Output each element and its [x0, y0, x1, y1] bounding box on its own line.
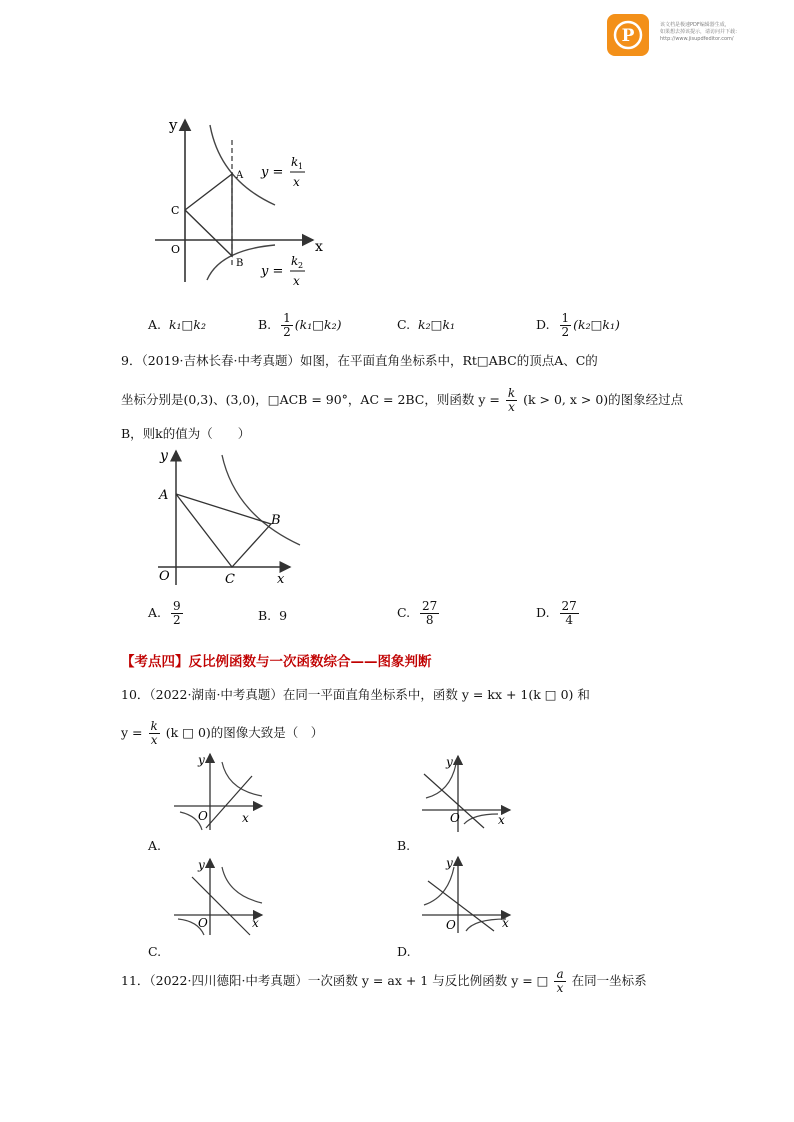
text-segment: 在同一坐标系: [571, 973, 647, 988]
logo-note-line: 该文档是极速PDF编辑器生成，: [660, 22, 730, 28]
q8-option-b[interactable]: [258, 312, 342, 339]
label-y: y: [198, 753, 205, 767]
label-y: y: [198, 858, 205, 872]
option-text: 9: [279, 608, 288, 623]
frac-num: 27: [422, 599, 438, 613]
q10-option-d[interactable]: D.: [397, 944, 411, 959]
q8-option-d[interactable]: [536, 312, 620, 339]
fraction: [506, 387, 517, 414]
triangle-acb: [176, 494, 271, 567]
formula-k2-lhs: y =: [261, 264, 284, 279]
q9-line2: [121, 387, 683, 414]
option-text: k₁□k₂: [168, 317, 206, 332]
frac-den: 2: [561, 325, 570, 339]
q10-graph-d[interactable]: [418, 853, 518, 935]
label-o: O: [159, 569, 170, 584]
option-label: C.: [397, 605, 411, 620]
hyperbola: [222, 455, 300, 545]
frac-den: x: [150, 733, 158, 747]
text-segment: 11．（2022·四川德阳·中考真题）一次函数 y = ax + 1 与反比例函数 y = □: [121, 973, 549, 988]
label-x: x: [502, 916, 509, 930]
label-c: C: [225, 572, 235, 587]
frac-den: 4: [565, 613, 573, 627]
frac-den: 8: [425, 613, 434, 627]
formula-k1-sub: 1: [298, 162, 304, 171]
formula-k2-num: k: [291, 254, 299, 268]
frac-num: 27: [561, 599, 577, 613]
option-label: B.: [258, 608, 272, 623]
text-segment: y =: [121, 725, 143, 740]
q10-graph-a[interactable]: [170, 750, 270, 832]
label-x: x: [242, 811, 249, 825]
q10-line1: 10．（2022·湖南·中考真题）在同一平面直角坐标系中，函数 y = kx + 1(k □ 0) 和: [121, 687, 590, 702]
q9-line3: B，则k的值为（ ）: [121, 426, 251, 441]
label-a: A: [159, 488, 169, 503]
q10-line2: [121, 720, 323, 747]
fraction: [149, 720, 160, 747]
label-x: x: [252, 916, 259, 930]
logo-note-line: http://www.jisupdfeditor.com/: [660, 36, 734, 42]
q10-option-c[interactable]: C.: [148, 944, 162, 959]
frac-den: x: [508, 400, 515, 414]
frac-num: k: [150, 719, 158, 733]
q9-option-a[interactable]: [148, 600, 185, 627]
label-y: y: [169, 116, 178, 134]
fraction: [281, 312, 293, 339]
q9-line1: 9．（2019·吉林长春·中考真题）如图，在平面直角坐标系中，Rt□ABC的顶点A、C的: [121, 353, 598, 368]
frac-num: 1: [561, 311, 570, 325]
q8-figure: [145, 110, 345, 300]
fraction: [420, 600, 439, 627]
q11-line1: [121, 968, 647, 995]
option-label: C.: [397, 317, 411, 332]
text-segment: (k > 0, x > 0)的图象经过点: [523, 392, 684, 407]
option-label: B.: [258, 317, 272, 332]
logo-note: [660, 22, 740, 43]
option-text: k₂□k₁: [418, 317, 456, 332]
formula-k2-den: x: [293, 274, 300, 288]
option-label: D.: [536, 317, 550, 332]
label-x: x: [315, 239, 323, 255]
logo-note-line: 如果想去掉该提示，请访问并下载：: [660, 29, 741, 35]
label-o: O: [171, 243, 181, 256]
label-c: C: [171, 204, 180, 217]
label-a: A: [236, 170, 244, 181]
fraction: [560, 600, 579, 627]
q9-option-d[interactable]: [536, 600, 581, 627]
q10-option-a[interactable]: A.: [148, 838, 162, 853]
fraction: [554, 968, 565, 995]
q10-option-b[interactable]: B.: [397, 838, 411, 853]
q8-option-c[interactable]: [397, 317, 455, 332]
fraction: [171, 600, 183, 627]
frac-den: 2: [283, 325, 291, 339]
formula-k1-den: x: [293, 175, 300, 189]
triangle-cab: [185, 174, 232, 256]
label-x: x: [277, 572, 285, 587]
label-o: O: [450, 811, 460, 825]
label-y: y: [446, 755, 453, 769]
q10-graph-c[interactable]: [170, 855, 270, 937]
option-label: A.: [148, 317, 162, 332]
q9-option-c[interactable]: [397, 600, 441, 627]
frac-num: a: [556, 967, 564, 981]
frac-den: x: [556, 981, 564, 995]
pdf-editor-logo: [607, 14, 649, 56]
section-heading: 【考点四】反比例函数与一次函数综合——图象判断: [121, 654, 432, 670]
text-segment: (k □ 0)的图像大致是（ ）: [165, 725, 324, 740]
q9-option-b[interactable]: [258, 608, 287, 623]
option-text: (k₂□k₁): [573, 317, 620, 332]
frac-num: 9: [172, 599, 181, 613]
q9-figure: [150, 445, 310, 590]
text-segment: 坐标分别是(0,3)、(3,0)，□ACB = 90°，AC = 2BC，则函数 y =: [121, 392, 500, 407]
label-b: B: [271, 513, 281, 528]
q8-option-a[interactable]: [148, 317, 206, 332]
q10-graph-b[interactable]: [418, 752, 518, 834]
label-b: B: [236, 258, 244, 269]
frac-num: 1: [283, 311, 291, 325]
label-y: y: [160, 448, 168, 464]
logo-p-icon: [613, 20, 643, 50]
frac-num: k: [507, 386, 516, 400]
formula-k2-sub: 2: [298, 261, 304, 270]
label-o: O: [198, 809, 208, 823]
frac-den: 2: [172, 613, 181, 627]
option-label: A.: [148, 605, 162, 620]
label-y: y: [446, 856, 453, 870]
formula-k1-num: k: [291, 155, 299, 169]
label-x: x: [498, 813, 505, 827]
fraction: [560, 312, 572, 339]
option-text: (k₁□k₂): [294, 317, 342, 332]
formula-k1-lhs: y =: [261, 165, 284, 180]
option-label: D.: [536, 605, 550, 620]
logo-letter: P: [621, 26, 635, 46]
label-o: O: [446, 918, 456, 932]
label-o: O: [198, 916, 208, 930]
